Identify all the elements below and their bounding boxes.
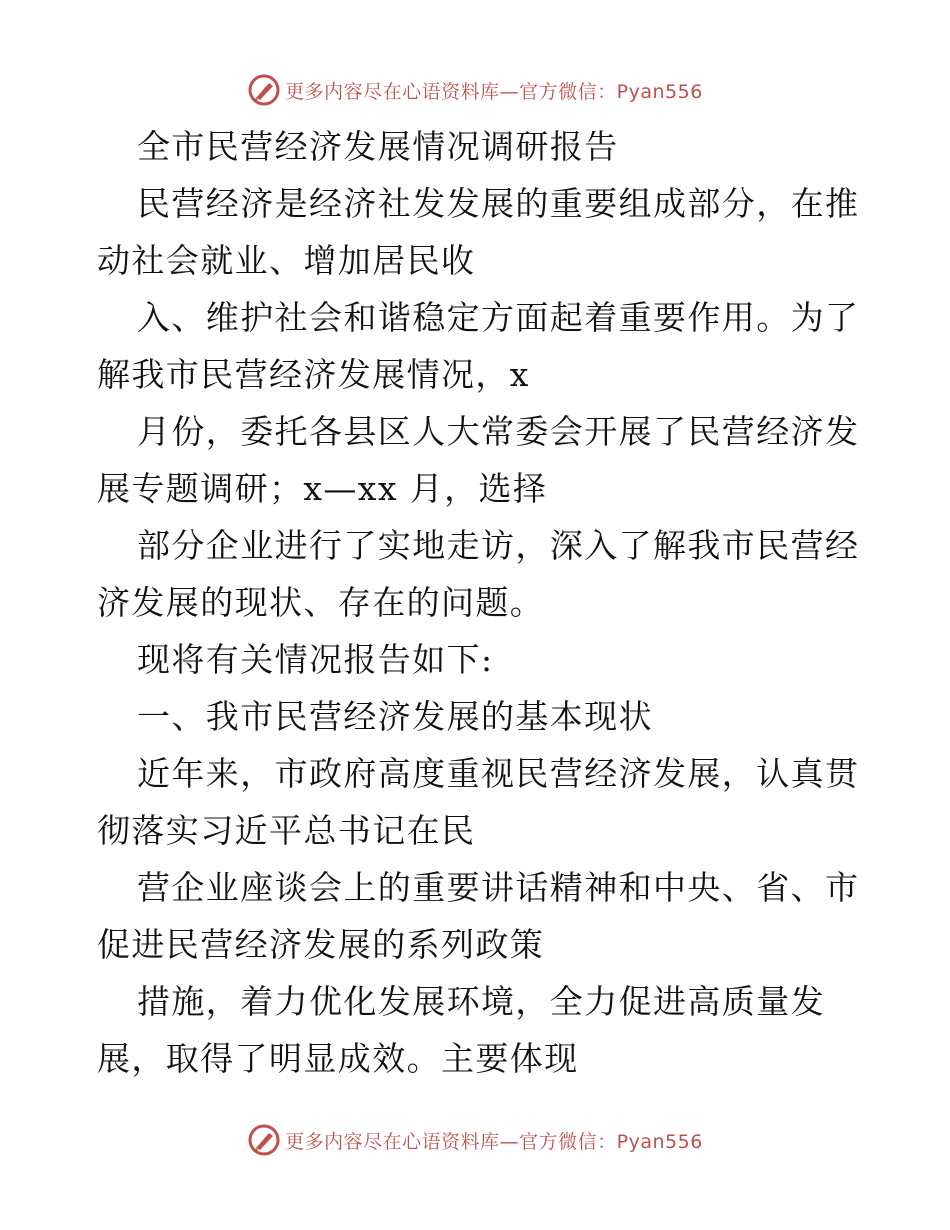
paragraph-line: 营企业座谈会上的重要讲话精神和中央、省、市 — [137, 868, 860, 907]
paragraph-line: 部分企业进行了实地走访，深入了解我市民营经 — [137, 526, 860, 565]
paragraph-line: 措施，着力优化发展环境，全力促进高质量发 — [137, 982, 825, 1021]
footer-watermark — [0, 1120, 950, 1160]
paragraph-line: 展专题调研；x—xx 月，选择 — [97, 469, 548, 508]
paragraph-line: 动社会就业、增加居民收 — [97, 241, 476, 280]
paragraph-line: 入、维护社会和谐稳定方面起着重要作用。为了 — [137, 298, 860, 337]
header-watermark — [0, 70, 950, 110]
paragraph-line: 解我市民营经济发展情况，x — [97, 355, 530, 394]
paragraph-line: 促进民营经济发展的系列政策 — [97, 925, 545, 964]
paragraph-line: 济发展的现状、存在的问题。 — [97, 583, 545, 622]
pen-logo-icon — [247, 73, 281, 107]
document-title: 全市民营经济发展情况调研报告 — [137, 127, 619, 166]
pen-logo-icon — [247, 1123, 281, 1157]
paragraph-line: 月份，委托各县区人大常委会开展了民营经济发 — [137, 412, 860, 451]
paragraph-line: 民营经济是经济社发发展的重要组成部分，在推 — [137, 184, 860, 223]
watermark-text: 更多内容尽在心语资料库—官方微信：Pyan556 — [285, 80, 703, 103]
paragraph-line: 现将有关情况报告如下: — [137, 640, 494, 679]
document-body — [97, 118, 860, 1087]
paragraph-line: 展，取得了明显成效。主要体现 — [97, 1039, 579, 1078]
watermark-text: 更多内容尽在心语资料库—官方微信：Pyan556 — [285, 1130, 703, 1153]
paragraph-line: 近年来，市政府高度重视民营经济发展，认真贯 — [137, 754, 860, 793]
paragraph-line: 彻落实习近平总书记在民 — [97, 811, 476, 850]
section-heading: 一、我市民营经济发展的基本现状 — [137, 697, 653, 736]
